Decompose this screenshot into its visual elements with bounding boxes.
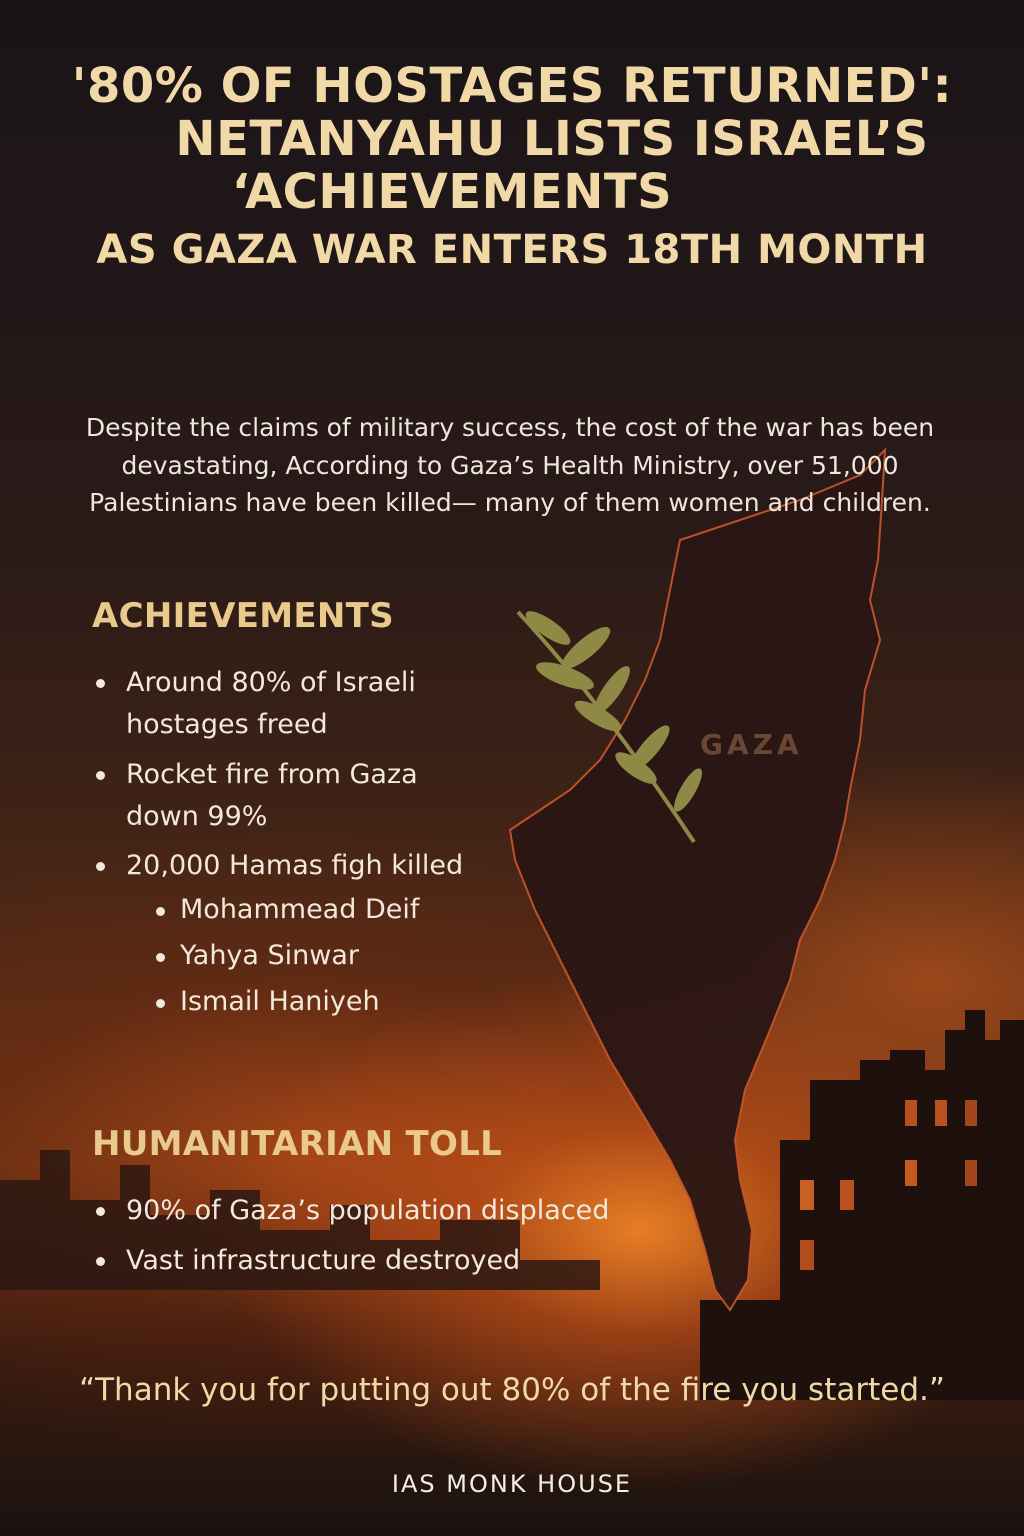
headline-line-3: ‘ACHIEVEMENTS bbox=[231, 163, 673, 220]
list-item-text: Around 80% of Israeli hostages freed bbox=[126, 667, 416, 740]
list-item bbox=[92, 662, 492, 746]
gaza-map-label: GAZA bbox=[700, 728, 803, 761]
headline bbox=[40, 60, 984, 272]
humanitarian-toll-title: HUMANITARIAN TOLL bbox=[92, 1124, 503, 1164]
list-item bbox=[92, 754, 492, 838]
headline-line-1: '80% OF HOSTAGES RETURNED': bbox=[71, 58, 953, 114]
list-item-text: 90% of Gaza’s population displaced bbox=[126, 1195, 610, 1226]
list-item bbox=[92, 845, 492, 1025]
achievements-list bbox=[92, 662, 492, 1033]
sub-list-item: Mohammead Deif bbox=[154, 887, 492, 933]
closing-quote: “Thank you for putting out 80% of the fire you started.” bbox=[79, 1372, 945, 1408]
achievements-title: ACHIEVEMENTS bbox=[92, 596, 394, 636]
headline-line-4: AS GAZA WAR ENTERS 18TH MONTH bbox=[96, 227, 928, 274]
list-item-text: Vast infrastructure destroyed bbox=[126, 1244, 521, 1276]
sub-list-item: Yahya Sinwar bbox=[154, 933, 492, 979]
killed-leaders-sublist bbox=[126, 887, 492, 1025]
headline-line-2: NETANYAHU LISTS ISRAEL’S bbox=[175, 110, 929, 167]
footer-brand: IAS MONK HOUSE bbox=[391, 1470, 633, 1498]
humanitarian-list bbox=[92, 1190, 612, 1290]
sub-list-item: Ismail Haniyeh bbox=[154, 979, 492, 1025]
list-item-text: 20,000 Hamas figh killed bbox=[126, 850, 464, 882]
list-item bbox=[92, 1240, 612, 1282]
intro-paragraph: Despite the claims of military success, the cost of the war has been devastating, According to Gaza’s Health Ministry, over 51,000 Palestinians have been killed— many of them women and children. bbox=[85, 413, 935, 517]
list-item bbox=[92, 1190, 612, 1232]
list-item-text: Rocket fire from Gaza down 99% bbox=[126, 758, 418, 832]
